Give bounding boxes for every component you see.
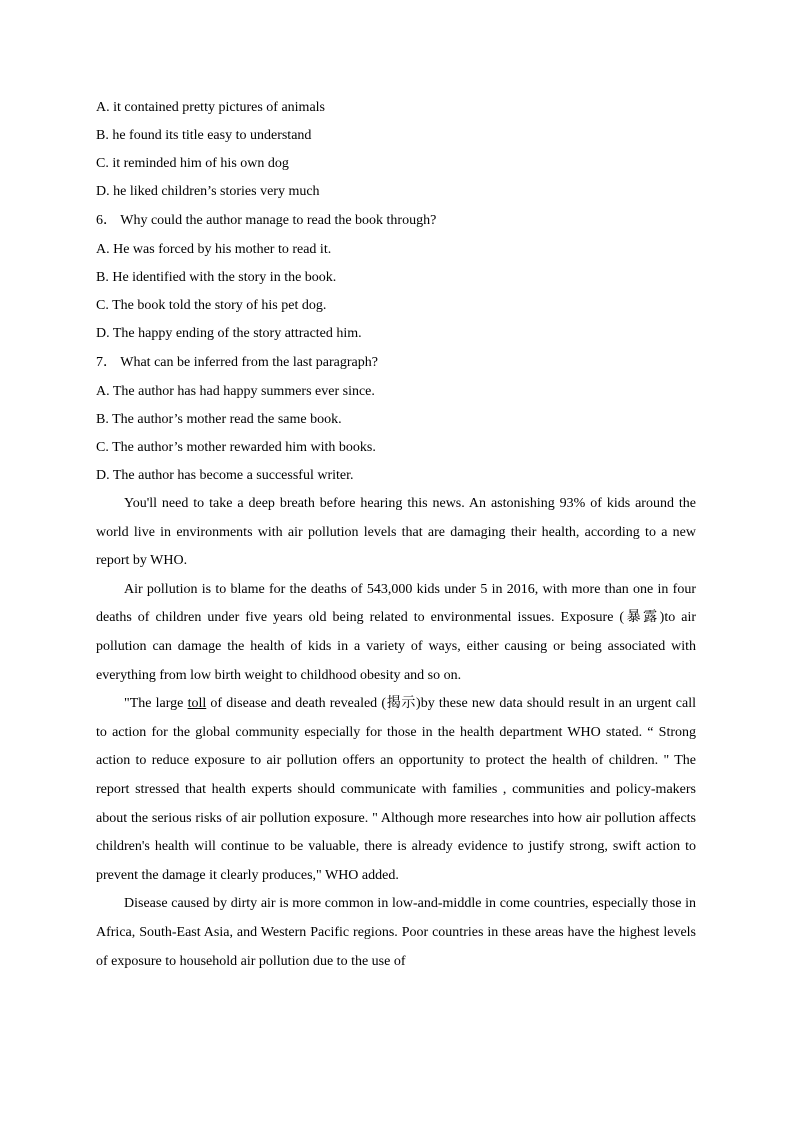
- q7-option-d: D. The author has become a successful writer.: [96, 468, 354, 483]
- passage-paragraph-1: You'll need to take a deep breath before hearing this news. An astonishing 93% of kids around the world live in environments with air pollution levels that are damaging their health, according to a new report by WHO.: [96, 496, 696, 569]
- q5-option-a: A. it contained pretty pictures of animals: [96, 100, 325, 115]
- p3-text-after: of disease and death revealed (揭示)by these new data should result in an urgent call to action for the global community especially for those in the health department WHO stated. “ Strong action to reduce exposure to air pollution offers an opportunity to protect the health of children. " The report stressed that health experts should communicate with families , communities and policy-makers about the serious risks of air pollution exposure. " Although more researches into how air pollution affects children's health will continue to be valuable, there is already evidence to justify strong, swift action to prevent the damage it clearly produces," WHO added.: [96, 696, 696, 883]
- p3-text-before: "The large: [124, 696, 188, 712]
- q7-question: 7． What can be inferred from the last paragraph?: [96, 355, 378, 370]
- q5-option-c: C. it reminded him of his own dog: [96, 156, 289, 171]
- q6-option-c: C. The book told the story of his pet dog.: [96, 298, 327, 313]
- passage-paragraph-2: Air pollution is to blame for the deaths of 543,000 kids under 5 in 2016, with more than one in four deaths of children under five years old being related to environmental issues. Exposure (暴露)to air pollution can damage the health of kids in a variety of ways, either causing or being associated with everything from low birth weight to childhood obesity and so on.: [96, 581, 696, 683]
- q6-option-d: D. The happy ending of the story attracted him.: [96, 326, 362, 341]
- document-page: [96, 94, 696, 976]
- q5-option-d: D. he liked children’s stories very much: [96, 184, 320, 199]
- passage-paragraph-4: Disease caused by dirty air is more common in low-and-middle in come countries, especially those in Africa, South-East Asia, and Western Pacific regions. Poor countries in these areas have the highest levels of exposure to household air pollution due to the use of: [96, 896, 696, 969]
- q7-option-a: A. The author has had happy summers ever since.: [96, 384, 375, 399]
- q7-option-b: B. The author’s mother read the same book.: [96, 412, 342, 427]
- q7-option-c: C. The author’s mother rewarded him with books.: [96, 440, 376, 455]
- q6-option-a: A. He was forced by his mother to read it.: [96, 242, 332, 257]
- p3-underlined-word: toll: [187, 696, 207, 712]
- passage-paragraph-3: [96, 690, 696, 890]
- q6-option-b: B. He identified with the story in the book.: [96, 270, 337, 285]
- q6-question: 6． Why could the author manage to read the book through?: [96, 213, 437, 228]
- q5-option-b: B. he found its title easy to understand: [96, 128, 312, 143]
